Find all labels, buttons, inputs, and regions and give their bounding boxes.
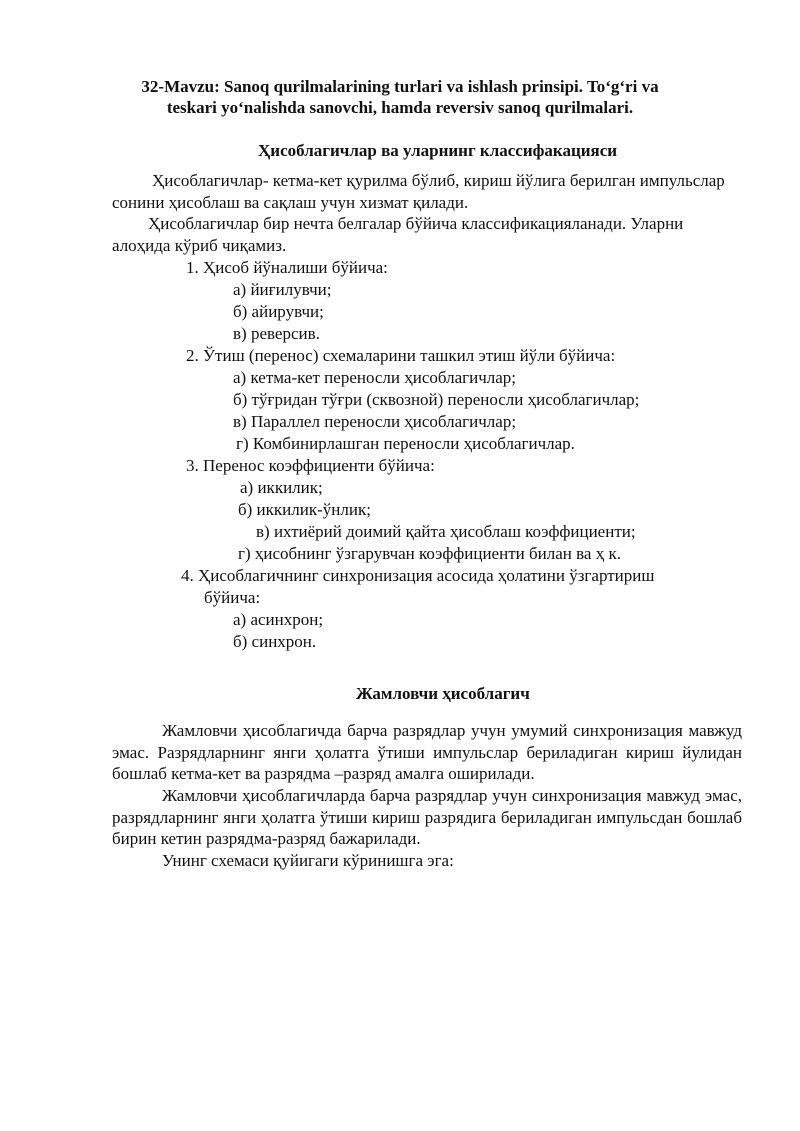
- list-item-4-line-1: 4. Ҳисоблагичнинг синхронизация асосида ҳолатини ўзгартириш: [181, 566, 655, 585]
- list-item-2-a: а) кетма-кет переносли ҳисоблагичлар;: [233, 368, 517, 387]
- paragraph-scheme-intro: Унинг схемаси қуйигаги кўринишга эга:: [162, 851, 454, 870]
- document-title: [110, 76, 690, 118]
- list-item-3-d: г) ҳисобнинг ўзгарувчан коэффициенти билан ва ҳ к.: [238, 544, 621, 563]
- list-item-1-c: в) реверсив.: [233, 324, 320, 343]
- list-item-2-c: в) Параллел переносли ҳисоблагичлар;: [233, 412, 517, 431]
- title-line-1: 32-Mavzu: Sanoq qurilmalarining turlari va ishlash prinsipi. To‘g‘ri va: [141, 77, 659, 96]
- list-item-3-a: а) иккилик;: [240, 478, 323, 497]
- list-item-3: 3. Перенос коэффициенти бўйича:: [186, 456, 435, 475]
- list-item-1: 1. Ҳисоб йўналиши бўйича:: [186, 258, 388, 277]
- list-item-4-line-2: бўйича:: [204, 588, 261, 607]
- list-item-3-c: в) ихтиёрий доимий қайта ҳисоблаш коэффициенти;: [256, 522, 636, 541]
- list-item-3-b: б) иккилик-ўнлик;: [238, 500, 371, 519]
- paragraph-definition: Ҳисоблагичлар- кетма-кет қурилма бўлиб, кириш йўлига берилган импульслар сонини ҳисоблаш ва сақлаш учун хизмат қилади.: [112, 171, 725, 212]
- list-item-2-d: г) Комбинирлашган переносли ҳисоблагичлар.: [236, 434, 575, 453]
- section-heading-summing-counter: Жамловчи ҳисоблагич: [356, 684, 530, 703]
- title-line-2: teskari yo‘nalishda sanovchi, hamda reversiv sanoq qurilmalari.: [166, 98, 634, 117]
- paragraph-classification-intro: Ҳисоблагичлар бир нечта белгалар бўйича классификацияланади. Уларни алоҳида кўриб чиқамиз.: [112, 214, 684, 255]
- section-heading-classification: Ҳисоблагичлар ва уларнинг классифакацияси: [258, 141, 618, 160]
- list-item-2-b: б) тўғридан тўғри (сквозной) переносли ҳисоблагичлар;: [233, 390, 640, 409]
- paragraph-summing-2: Жамловчи ҳисоблагичларда барча разрядлар учун синхронизация мавжуд эмас, разрядларнинг янги ҳолатга ўтиши кириш разрядига бериладиган импульсдан бошлаб бирин кетин разрядма-разряд бажарилади.: [112, 786, 742, 848]
- paragraph-summing-1: Жамловчи ҳисоблагичда барча разрядлар учун умумий синхронизация мавжуд эмас. Разрядларнинг янги ҳолатга ўтиши импульслар бериладиган кириш йулидан бошлаб кетма-кет ва разрядма –разряд амалга оширилади.: [112, 721, 742, 783]
- list-item-1-a: а) йиғилувчи;: [233, 280, 332, 299]
- list-item-1-b: б) айирувчи;: [233, 302, 324, 321]
- list-item-4-b: б) синхрон.: [233, 632, 317, 651]
- list-item-4-a: а) асинхрон;: [233, 610, 324, 629]
- list-item-2: 2. Ўтиш (перенос) схемаларини ташкил этиш йўли бўйича:: [186, 346, 616, 365]
